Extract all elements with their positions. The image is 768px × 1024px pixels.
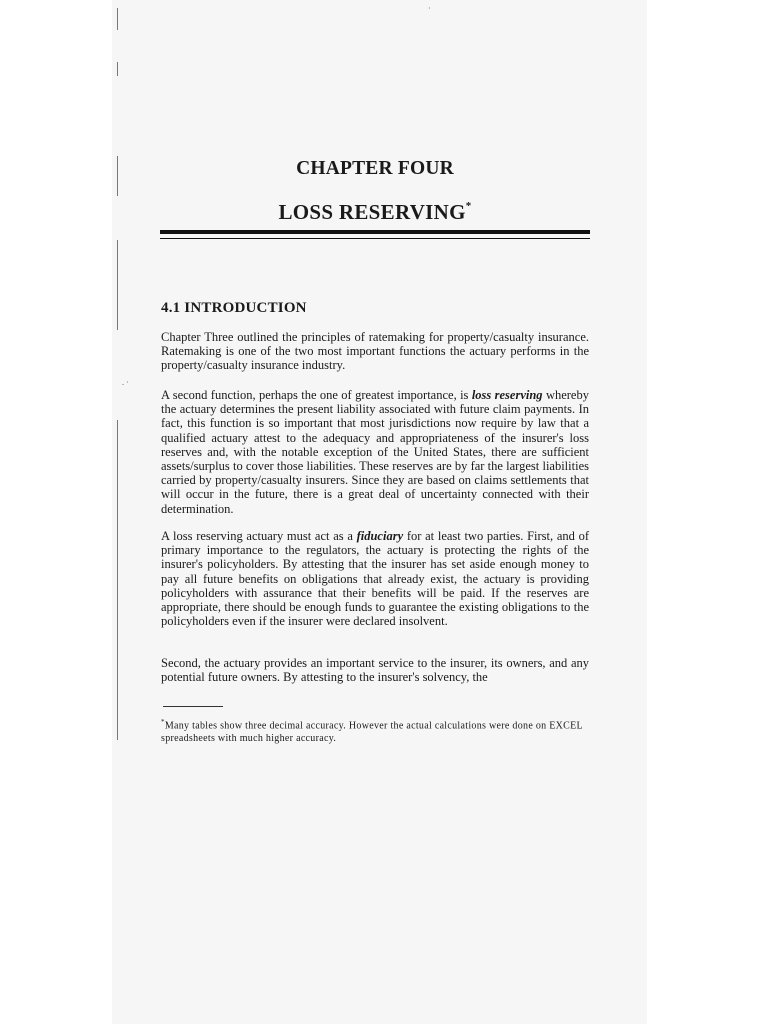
binding-mark xyxy=(117,420,118,740)
section-heading: 4.1 INTRODUCTION xyxy=(161,300,307,316)
paragraph-3-text: A loss reserving actuary must act as a xyxy=(161,529,357,543)
paragraph-1: Chapter Three outlined the principles of ratemaking for property/casualty insurance. Ratemaking is one of the two most important functions the actuary performs in the property/casualty insurance industry. xyxy=(161,330,589,373)
paragraph-4: Second, the actuary provides an important service to the insurer, its owners, and any potential future owners. By attesting to the insurer's solvency, the xyxy=(161,656,589,685)
paragraph-2-emphasis: loss reserving xyxy=(471,388,543,402)
binding-mark xyxy=(117,240,118,300)
paragraph-2-text: A second function, perhaps the one of greatest importance, is xyxy=(161,388,472,402)
chapter-title-text: LOSS RESERVING xyxy=(278,200,466,224)
title-footnote-marker: * xyxy=(465,200,472,212)
scan-speck: · xyxy=(428,4,431,13)
footnote-rule xyxy=(163,706,223,707)
footnote-marker: * xyxy=(161,718,165,726)
chapter-title xyxy=(160,200,590,225)
paragraph-3-text: for at least two parties. First, and of primary importance to the regulators, the actuary is protecting the rights of the insurer's policyholders. By attesting that the insurer has set aside enough money to pay all future benefits on obligations that already exist, the actuary is providing policyholders with assurance that their benefits will be paid. If the reserves are appropriate, there should be enough funds to guarantee the existing obligations to the policyholders even if the insurer were declared insolvent. xyxy=(161,529,589,629)
scan-speck: . · xyxy=(122,378,129,387)
chapter-label: CHAPTER FOUR xyxy=(296,158,454,179)
footnote-text: Many tables show three decimal accuracy. However the actual calculations were done on EXCEL spreadsheets with much higher accuracy. xyxy=(161,720,583,744)
paragraph-3 xyxy=(161,529,589,628)
binding-mark xyxy=(117,8,118,30)
title-rule-thin xyxy=(160,238,590,239)
binding-mark xyxy=(117,62,118,76)
paragraph-2 xyxy=(161,388,589,516)
paragraph-3-emphasis: fiduciary xyxy=(356,529,404,543)
title-rule-thick xyxy=(160,230,590,234)
footnote xyxy=(161,716,589,745)
binding-mark xyxy=(117,300,118,330)
binding-mark xyxy=(117,156,118,196)
paragraph-2-text: whereby the actuary determines the present liability associated with future claim payments. In fact, this function is so important that most jurisdictions now require by law that a qualified actuary attest to the adequacy and appropriateness of the insurer's loss reserves and, with the notable exception of the United States, there are sufficient assets/surplus to cover those liabilities. These reserves are by far the largest liabilities carried by property/casualty insurers. Since they are based on claims settlements that will occur in the future, there is a great deal of uncertainty connected with their determination. xyxy=(161,388,589,516)
